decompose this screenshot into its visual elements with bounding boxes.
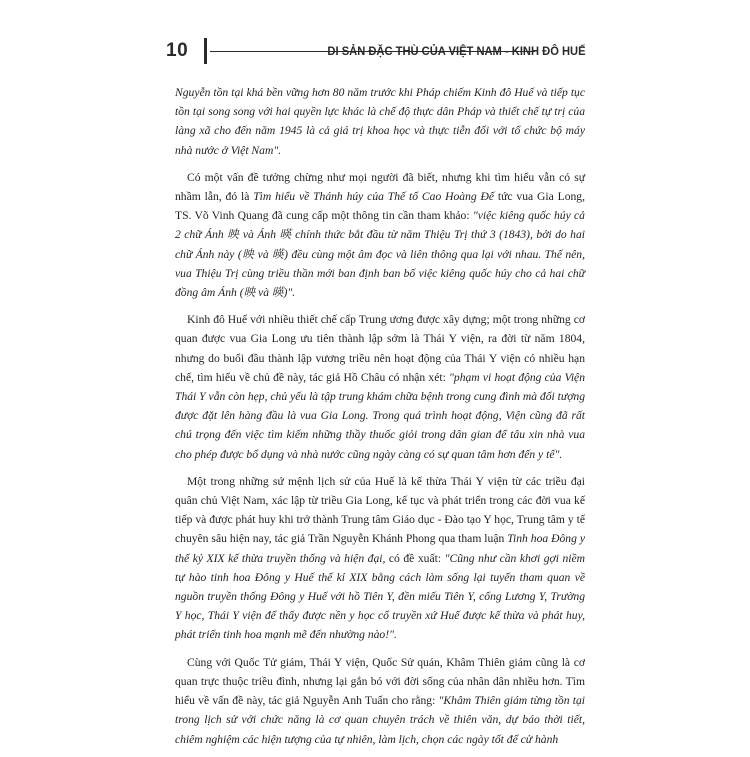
paragraph-4-quote: "Cũng như cần khơi gợi niềm tự hào tinh hoa Đông y Huế thế kỉ XIX bằng cách làm sống lại tuyến tham quan về nguồn truyền thống Đông y Huế với hồ Tiên Y, đền miếu Tiên Y, cổng Lương Y, Trường Y học, Thái Y viện để thấy được nền y học cổ truyền xứ Huế được kế thừa và phát huy, phát triển tinh hoa mạnh mẽ đến nhường nào!".: [175, 551, 586, 642]
page-header: [166, 38, 586, 68]
paragraph-2: [175, 168, 585, 302]
paragraph-5-text-a: Cùng với Quốc Tử giám, Thái Y viện, Quốc Sử quán, Khâm Thiên giám cũng là cơ quan trực thuộc triều đình, nhưng lại gắn bó với đời sống của nhân dân nhiều hơn. Tìm hiểu về vấn đề này, tác giả Nguyễn Anh Tuấn cho rằng:: [175, 655, 585, 708]
paragraph-2-text-a: Có một vấn đề tưởng chừng như mọi người đã biết, nhưng khi tìm hiểu vẫn có sự nhầm lẫn, đó là: [175, 170, 585, 204]
paragraph-4-text-a: Một trong những sứ mệnh lịch sử của Huế là kế thừa Thái Y viện từ các triều đại quân chủ Việt Nam, xác lập từ triều Gia Long, kế tục và phát triển trong các đời vua kế tiếp và được phát huy khi trở thành Trung tâm Giáo dục - Đào tạo Y học, Trung tâm y tế chuyên sâu hiện nay, tác giả Trần Nguyễn Khánh Phong qua tham luận: [175, 474, 585, 546]
paragraph-4: [175, 472, 585, 645]
paragraph-5: [175, 653, 585, 749]
paragraph-4-title: Tinh hoa Đông y thế kỷ XIX kế thừa truyền thống và hiện đại,: [175, 532, 585, 565]
running-title: DI SẢN ĐẶC THÙ CỦA VIỆT NAM - KINH ĐÔ HUẾ: [327, 44, 586, 58]
quote-continuation: Nguyễn tồn tại khá bền vững hơn 80 năm trước khi Pháp chiếm Kinh đô Huế và tiếp tục tồn tại song song với hai quyền lực khác là chế độ thực dân Pháp và thiết chế tự trị của làng xã cho đến năm 1945 là cả giá trị khoa học và thực tiễn đối với tổ chức bộ máy nhà nước ở Việt Nam".: [175, 86, 585, 157]
paragraph-3-quote: "phạm vi hoạt động của Viện Thái Y vẫn còn hẹp, chủ yếu là tập trung khám chữa bệnh trong cung đình mà đối tượng được đặt lên hàng đầu là vua Gia Long. Trong quá trình hoạt động, Viện cũng đã rất chú trọng đến việc tìm kiếm những thầy thuốc giỏi trong dân gian để tâu xin nhà vua cho phép được bổ dụng và nhà nước cũng ngày càng có sự quan tâm hơn đến y tế".: [175, 370, 585, 461]
paragraph-4-text-b: có đề xuất:: [385, 551, 445, 565]
header-vertical-rule: [204, 38, 207, 64]
paragraph-2-text-b: tức vua Gia Long, TS. Võ Vinh Quang đã cung cấp một thông tin cần tham khảo:: [175, 190, 585, 223]
paragraph-3: [175, 310, 585, 464]
paragraph-1: [175, 83, 585, 160]
page-number: 10: [166, 40, 189, 61]
body-text: [175, 83, 585, 757]
paragraph-2-title: Tìm hiểu về Thánh húy của Thế tổ Cao Hoàng Đế: [253, 190, 495, 204]
paragraph-3-text-a: Kinh đô Huế với nhiều thiết chế cấp Trung ương được xây dựng; một trong những cơ quan được vua Gia Long ưu tiên thành lập sớm là Thái Y viện, ra đời từ năm 1804, nhưng do buổi đầu thành lập vương triều nên hoạt động của Thái Y viện có nhiều hạn chế, tìm hiểu về chủ đề này, tác giả Hồ Châu có nhận xét:: [175, 313, 585, 384]
paragraph-5-quote: "Khâm Thiên giám từng tồn tại trong lịch sử với chức năng là cơ quan chuyên trách về thiên văn, dự báo thời tiết, chiêm nghiệm các hiện tượng của tự nhiên, làm lịch, chọn các ngày tốt để cử hành: [175, 694, 585, 746]
paragraph-2-quote: "việc kiêng quốc húy cả 2 chữ Ánh 映 và Ánh 暎 chính thức bắt đầu từ năm Thiệu Trị thứ 3 (1843), bởi do hai chữ Ánh này (映 và 暎) đều cùng một âm đọc và liên thông qua lại với nhau. Thế nên, vua Thiệu Trị cùng triều thần mới ban định ban bố việc kiêng quốc húy cho cả hai chữ đồng âm Ánh (映 và 暎)".: [175, 209, 585, 300]
